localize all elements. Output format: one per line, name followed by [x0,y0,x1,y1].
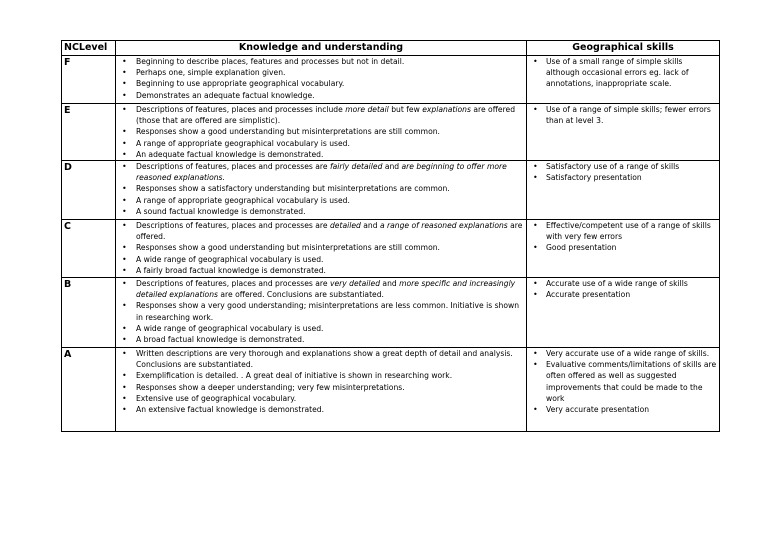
skills-list [527,348,719,415]
level-cell: F [62,56,116,104]
item-text: Responses show a very good understanding; misinterpretations are less common. Initiative is shown in researching work. [136,301,520,322]
table-row [62,104,720,161]
skills-list [527,161,719,183]
emphasis-text: very detailed [329,279,381,289]
skills-list [527,104,719,126]
knowledge-item [116,138,526,149]
item-text: Responses show a satisfactory understanding but misinterpretations are common. [136,184,450,194]
item-text: are offered. Conclusions are substantiated. [217,290,384,300]
knowledge-item [116,90,526,101]
item-text: An adequate factual knowledge is demonstrated. [136,149,324,159]
knowledge-cell [116,161,527,220]
table-row [62,161,720,220]
knowledge-list [116,348,526,415]
item-text: Responses show a deeper understanding; very few misinterpretations. [136,382,405,392]
knowledge-item [116,404,526,415]
item-text: but few [388,105,423,114]
item-text: A wide range of geographical vocabulary is used. [136,254,324,264]
skills-cell [527,104,720,161]
level-cell: D [62,161,116,220]
knowledge-list [116,104,526,160]
knowledge-item [116,242,526,253]
item-text: A range of appropriate geographical vocabulary is used. [136,138,350,148]
knowledge-item [116,370,526,381]
knowledge-item [116,323,526,334]
level-cell: A [62,348,116,432]
emphasis-text: more specific and increasingly detailed explanations [136,279,516,300]
emphasis-text: detailed [329,221,361,231]
skill-item: • Use of a range of simple skills; fewer errors than at level 3. [527,104,719,126]
table-row [62,56,720,104]
header-skills: Geographical skills [527,41,720,56]
item-text: and [380,279,400,289]
item-text: A range of appropriate geographical vocabulary is used. [136,195,350,205]
item-text: Descriptions of features, places and processes are [136,162,330,172]
emphasis-text: a range of reasoned explanations [379,221,508,231]
skills-cell [527,278,720,348]
item-text: are offered (those that are offered are simplistic). [136,105,516,126]
knowledge-list [116,220,526,276]
item-text: are offered. [136,221,523,242]
item-text: Descriptions of features, places and processes include [136,105,346,114]
level-cell: C [62,220,116,278]
knowledge-item [116,104,526,126]
emphasis-text: fairly detailed [329,162,383,172]
item-text: Responses show a good understanding but misinterpretations are still common. [136,127,440,137]
item-text: A fairly broad factual knowledge is demonstrated. [136,265,326,275]
header-nc-level: NCLevel [62,41,116,56]
knowledge-list [116,161,526,217]
item-text: Written descriptions are very thorough and explanations show a great depth of detail and analysis. Conclusions are substantiated. [136,349,513,370]
item-text: and [382,162,402,172]
emphasis-text: explanations [422,105,471,114]
knowledge-cell [116,348,527,432]
item-text: and [360,221,380,231]
knowledge-item [116,300,526,322]
table-body [62,56,720,432]
skills-cell [527,220,720,278]
skill-item: • Accurate presentation [527,289,719,300]
knowledge-item [116,254,526,265]
item-text: Demonstrates an adequate factual knowledge. [136,90,315,100]
skill-item: • Use of a small range of simple skills although occasional errors eg. lack of annotations, inappropriate scale. [527,56,719,90]
item-text: Perhaps one, simple explanation given. [136,68,286,78]
skill-item: • Evaluative comments/limitations of skills are often offered as well as suggested improvements that could be made to the work [527,359,719,404]
item-text: A sound factual knowledge is demonstrated. [136,206,306,216]
skills-cell [527,161,720,220]
item-text: Descriptions of features, places and processes are [136,279,330,289]
knowledge-item [116,278,526,300]
knowledge-item [116,67,526,78]
skill-item: • Good presentation [527,242,719,253]
skills-cell [527,348,720,432]
skill-item: • Very accurate use of a wide range of skills. [527,348,719,359]
skill-item: • Accurate use of a wide range of skills [527,278,719,289]
knowledge-item [116,393,526,404]
knowledge-cell [116,56,527,104]
knowledge-cell [116,220,527,278]
knowledge-cell [116,278,527,348]
level-cell: B [62,278,116,348]
skills-cell [527,56,720,104]
item-text: Responses show a good understanding but misinterpretations are still common. [136,243,440,253]
knowledge-item [116,382,526,393]
emphasis-text: are beginning to offer more reasoned explanations. [136,162,507,183]
header-row [62,41,720,56]
table-row [62,278,720,348]
skills-list [527,56,719,90]
knowledge-item [116,220,526,242]
table-row [62,220,720,278]
knowledge-cell [116,104,527,161]
item-text: Beginning to use appropriate geographical vocabulary. [136,79,345,89]
knowledge-item [116,56,526,67]
knowledge-item [116,348,526,370]
knowledge-item [116,334,526,345]
skill-item: • Satisfactory presentation [527,172,719,183]
skills-list [527,220,719,254]
knowledge-item [116,206,526,217]
item-text: Extensive use of geographical vocabulary. [136,393,297,403]
skill-item: • Very accurate presentation [527,404,719,415]
table-row [62,348,720,432]
knowledge-item [116,265,526,276]
knowledge-item [116,195,526,206]
assessment-criteria-table [61,40,720,432]
level-cell: E [62,104,116,161]
skill-item: • Satisfactory use of a range of skills [527,161,719,172]
knowledge-item [116,149,526,160]
item-text: A wide range of geographical vocabulary is used. [136,323,324,333]
item-text: A broad factual knowledge is demonstrated. [136,335,305,345]
emphasis-text: more detail [345,105,389,114]
skill-item: • Effective/competent use of a range of skills with very few errors [527,220,719,242]
item-text: Exemplification is detailed. . A great deal of initiative is shown in researching work. [136,371,453,381]
knowledge-list [116,56,526,101]
knowledge-item [116,78,526,89]
header-knowledge: Knowledge and understanding [116,41,527,56]
knowledge-item [116,183,526,194]
item-text: Descriptions of features, places and processes are [136,221,330,231]
knowledge-item [116,126,526,137]
knowledge-list [116,278,526,345]
knowledge-item [116,161,526,183]
skills-list [527,278,719,300]
item-text: Beginning to describe places, features and processes but not in detail. [136,57,405,66]
item-text: An extensive factual knowledge is demonstrated. [136,405,325,415]
